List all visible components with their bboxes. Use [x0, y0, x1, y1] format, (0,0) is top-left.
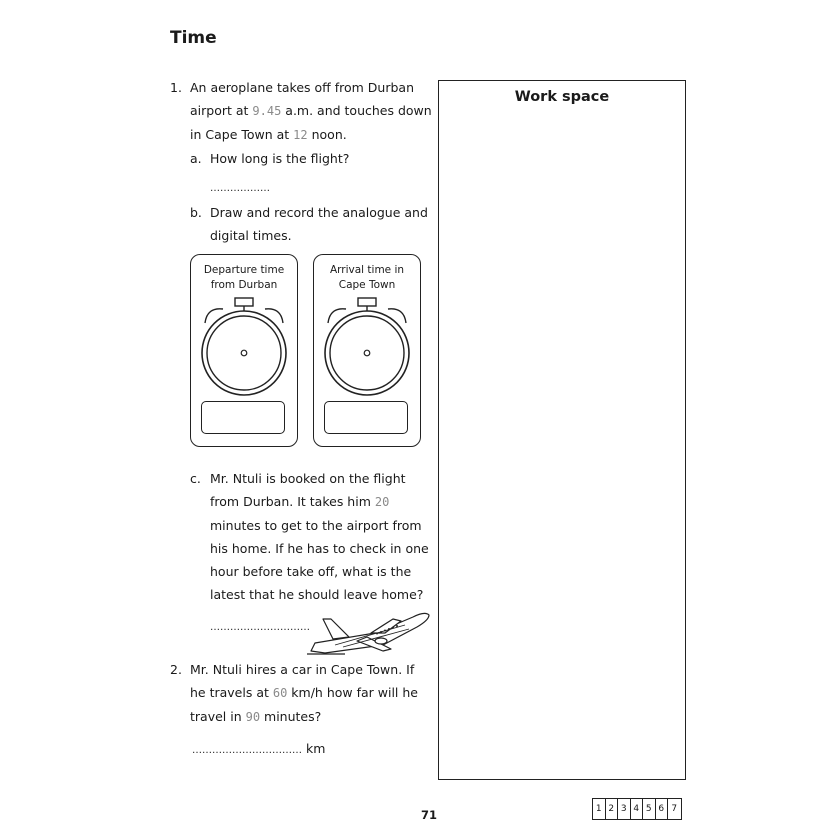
question-1-number: 1. [170, 80, 182, 95]
page-title: Time [170, 28, 217, 48]
part-c-line3: minutes to get to the airport from [210, 518, 422, 533]
part-b-line1: Draw and record the analogue and [210, 205, 428, 220]
part-a-text: How long is the flight? [210, 151, 350, 166]
answer-unit-km: km [305, 741, 326, 756]
level-box[interactable]: 7 [671, 804, 678, 814]
answer-line-1a[interactable]: ……………… [210, 183, 270, 194]
part-c-line5: hour before take off, what is the [210, 564, 412, 579]
question-2-line2-rest: km/h how far will he [287, 685, 418, 700]
level-box[interactable]: 3 [618, 799, 631, 819]
question-1-line2: airport at [190, 103, 253, 118]
question-2-number: 2. [170, 662, 182, 677]
part-a-label: a. [190, 151, 202, 166]
digital-time-box[interactable] [324, 401, 408, 434]
answer-line-2-dots[interactable]: …………………………… [192, 745, 302, 756]
question-1-line3-rest: noon. [307, 127, 347, 142]
handwritten-20: 20 [374, 495, 390, 509]
part-c [190, 467, 435, 606]
work-space-title: Work space [514, 89, 610, 105]
part-c-line6: latest that he should leave home? [210, 587, 424, 602]
analogue-clock-icon[interactable] [191, 295, 297, 399]
level-box[interactable]: 4 [631, 799, 644, 819]
part-c-line2: from Durban. It takes him [210, 494, 375, 509]
question-1 [170, 76, 432, 170]
part-b [190, 201, 435, 247]
question-2-line2: he travels at [190, 685, 273, 700]
analogue-clock-icon[interactable] [314, 295, 420, 399]
question-1-line2-rest: a.m. and touches down [281, 103, 432, 118]
part-c-line1: Mr. Ntuli is booked on the flight [210, 471, 406, 486]
arrival-clock-card [313, 254, 421, 447]
question-2-line1: Mr. Ntuli hires a car in Cape Town. If [190, 662, 415, 677]
arrival-caption [318, 263, 416, 293]
arrival-caption-line1: Arrival time in [329, 264, 405, 276]
airplane-icon [305, 605, 433, 657]
handwritten-60: 60 [272, 686, 288, 700]
question-2-line3: travel in [190, 709, 246, 724]
digital-time-box[interactable] [201, 401, 285, 434]
question-2 [170, 658, 435, 729]
part-b-label: b. [190, 205, 202, 220]
level-box[interactable]: 6 [656, 799, 669, 819]
departure-caption-line2: from Durban [210, 279, 278, 291]
level-box[interactable]: 2 [606, 799, 619, 819]
work-space-box[interactable] [438, 80, 686, 780]
answer-line-1c[interactable]: ………………………… [210, 622, 310, 633]
question-1-line1: An aeroplane takes off from Durban [190, 80, 414, 95]
question-2-line3-rest: minutes? [260, 709, 322, 724]
departure-caption [195, 263, 293, 293]
part-c-label: c. [190, 471, 201, 486]
handwritten-time-945: 9.45 [252, 104, 282, 118]
handwritten-time-12: 12 [293, 128, 308, 142]
arrival-caption-line2: Cape Town [338, 279, 396, 291]
level-box[interactable]: 1 [593, 799, 606, 819]
departure-clock-card [190, 254, 298, 447]
question-1-line3: in Cape Town at [190, 127, 294, 142]
handwritten-90: 90 [245, 710, 261, 724]
departure-caption-line1: Departure time [203, 264, 285, 276]
page-number: 71 [420, 808, 437, 822]
level-box[interactable]: 5 [643, 799, 656, 819]
part-c-line4: his home. If he has to check in one [210, 541, 429, 556]
part-b-line2: digital times. [210, 228, 292, 243]
answer-line-2[interactable] [192, 741, 325, 756]
level-boxes [592, 798, 682, 820]
